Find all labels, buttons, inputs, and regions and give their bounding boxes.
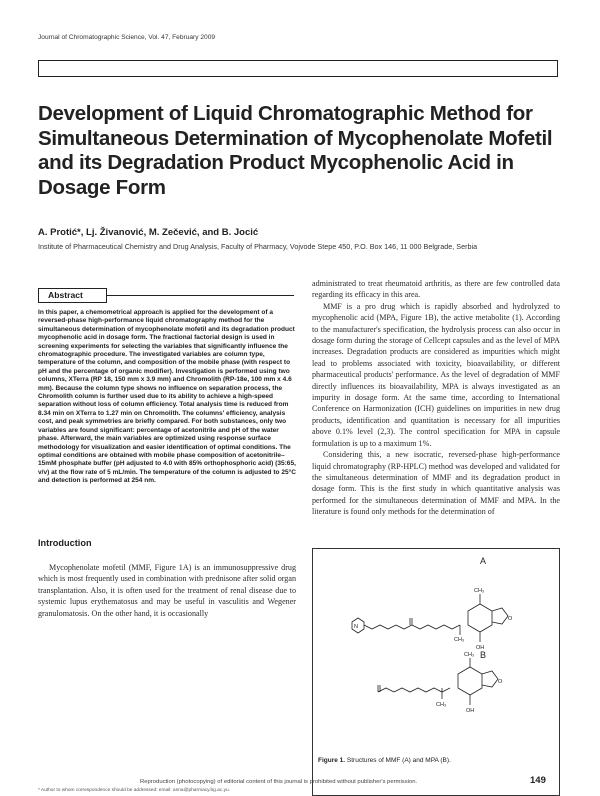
atom-ch3-b2: CH₃ bbox=[436, 702, 447, 708]
right-paragraph-1: administrated to treat rheumatoid arthritis, as there are few controlled data regarding its efficacy in this area. bbox=[312, 279, 560, 300]
affiliation: Institute of Pharmaceutical Chemistry and Drug Analysis, Faculty of Pharmacy, Vojvode Stepe 450, P.O. Box 146, 11 000 Belgrade, Serbia bbox=[38, 242, 478, 251]
footer-copyright: Reproduction (photocopying) of editorial content of this journal is prohibited without publisher's permission. bbox=[140, 779, 418, 785]
benzene-a bbox=[468, 604, 492, 632]
atom-ch3-a: CH₃ bbox=[474, 588, 485, 594]
figure-caption-label: Figure 1. bbox=[318, 757, 346, 764]
abstract-divider bbox=[106, 295, 294, 296]
right-paragraph-3: Considering this, a new isocratic, reversed-phase high-performance liquid chromatography (RP-HPLC) method was developed and validated for the simultaneous determination of MMF and its degradation product in dosage form. This is the first study in which quantitative analysis was performed for the simultaneous determination of MMF and MPA. In the literature is found only methods for the determination of bbox=[312, 450, 560, 517]
lactone-b bbox=[482, 671, 498, 687]
introduction-body bbox=[38, 562, 296, 619]
figure-caption bbox=[318, 757, 451, 764]
intro-paragraph: Mycophenolate mofetil (MMF, Figure 1A) is an immunosuppressive drug which is most frequently used in combination with prednisone after solid organ transplantation. Also, it is often used for the treatment of renal disease due to systemic lupus erythematosus and may be useful in vasculitis and Wegener granulomatosis. On the other hand, it is occasionally bbox=[38, 563, 296, 618]
atom-o-a: O bbox=[508, 616, 513, 622]
acid-b bbox=[378, 685, 394, 692]
footnote: * Author to whom correspondence should be addressed: email: anna@pharmacy.bg.ac.yu. bbox=[38, 788, 230, 793]
atom-o-b: O bbox=[498, 679, 503, 685]
atom-oh-a: OH bbox=[476, 645, 485, 651]
atom-ch3-b: CH₃ bbox=[464, 652, 475, 658]
figure-1-structures bbox=[312, 548, 560, 753]
journal-header: Journal of Chromatographic Science, Vol. 47, February 2009 bbox=[38, 34, 216, 41]
abstract-heading: Abstract bbox=[38, 288, 107, 303]
chain-a-1 bbox=[364, 625, 396, 629]
page-number: 149 bbox=[530, 775, 546, 786]
article-title: Development of Liquid Chromatographic Method for Simultaneous Determination of Mycophenolate Mofetil and its Degradation Product Mycophenolic Acid in Dosage Form bbox=[38, 102, 553, 199]
introduction-heading: Introduction bbox=[38, 538, 92, 548]
header-rule-box bbox=[38, 60, 558, 77]
right-column bbox=[312, 278, 560, 518]
ester-a bbox=[396, 618, 412, 629]
lactone-a bbox=[492, 608, 508, 624]
benzene-b bbox=[458, 667, 482, 695]
atom-n-a: N bbox=[354, 624, 358, 630]
right-paragraph-2: MMF is a pro drug which is rapidly absorbed and hydrolyzed to mycophenolic acid (MPA, Figure 1B), the active metabolite (1). According to the manufacturer's specification, the hydrolysis process can also occur in dosage form during the storage of Cellcept capsules and as the level of MPA increases. Degradation products are considered as impurities which might lead to problems associated with toxicity, bioavailability, or different pharmaceutical products' performance. As the level of degradation of MMF directly influences its bioavailability, MPA is always investigated as an impurity in dosage form. At the same time, according to International Conference on Harmonization (ICH) guidelines on impurities in new drug products, identification and quantitation is necessary for all impurities above 0.1% level (2,3). The control specification for MPA in capsule formulation is up to a maximum 1%. bbox=[312, 301, 560, 448]
abstract-text: In this paper, a chemometrical approach is applied for the development of a reversed-phase high-performance liquid chromatography method for the simultaneous determination of mycophenolate mofetil and its degradation product mycophenolic acid in dosage form. The fractional factorial design is used in screening experiments for selecting the variables that significantly influence the chromatographic procedure. The investigated variables are column type, temperature of the column, and composition of the mobile phase (with respect to pH and the percentage of organic modifier). Investigation is performed using two columns, XTerra (RP 18, 150 mm x 3.9 mm) and Chromolith (RP-18e, 100 mm x 4.6 mm). Because the column type shows no influence on separation process, the Chromolith column is further used due to its ability to achieve a high-speed separation without loss of column efficiency. Total analysis time is reduced from 8.34 min on XTerra to 1.27 min on Chromolith. The columns' efficiency, analysis cost, and peak symmetries are briefly compared. For both substances, only two variables are found significant: percentage of acetonitrile and pH of the water phase. Afterward, the main variables are optimized using response surface methodology for visualization and easier identification of optimal conditions. The optimal conditions are obtained with mobile phase composition of acetonitrile–15mM phosphate buffer (pH adjusted to 4.0 with 85% orthophosphoric acid) (35:65, v/v) at the flow rate of 5 mL/min. The temperature of the column is adjusted to 25°C and detection is performed at 254 nm. bbox=[38, 309, 296, 485]
figure-label-b: B bbox=[480, 650, 487, 660]
figure-caption-text: Structures of MMF (A) and MPA (B). bbox=[346, 757, 451, 764]
authors: A. Protić*, Lj. Živanović, M. Zečević, and B. Jocić bbox=[38, 227, 259, 238]
figure-label-a: A bbox=[480, 556, 487, 566]
chain-a-2 bbox=[412, 625, 460, 629]
atom-oh-b: OH bbox=[466, 708, 475, 714]
atom-ch3-a2: CH₃ bbox=[454, 637, 465, 643]
